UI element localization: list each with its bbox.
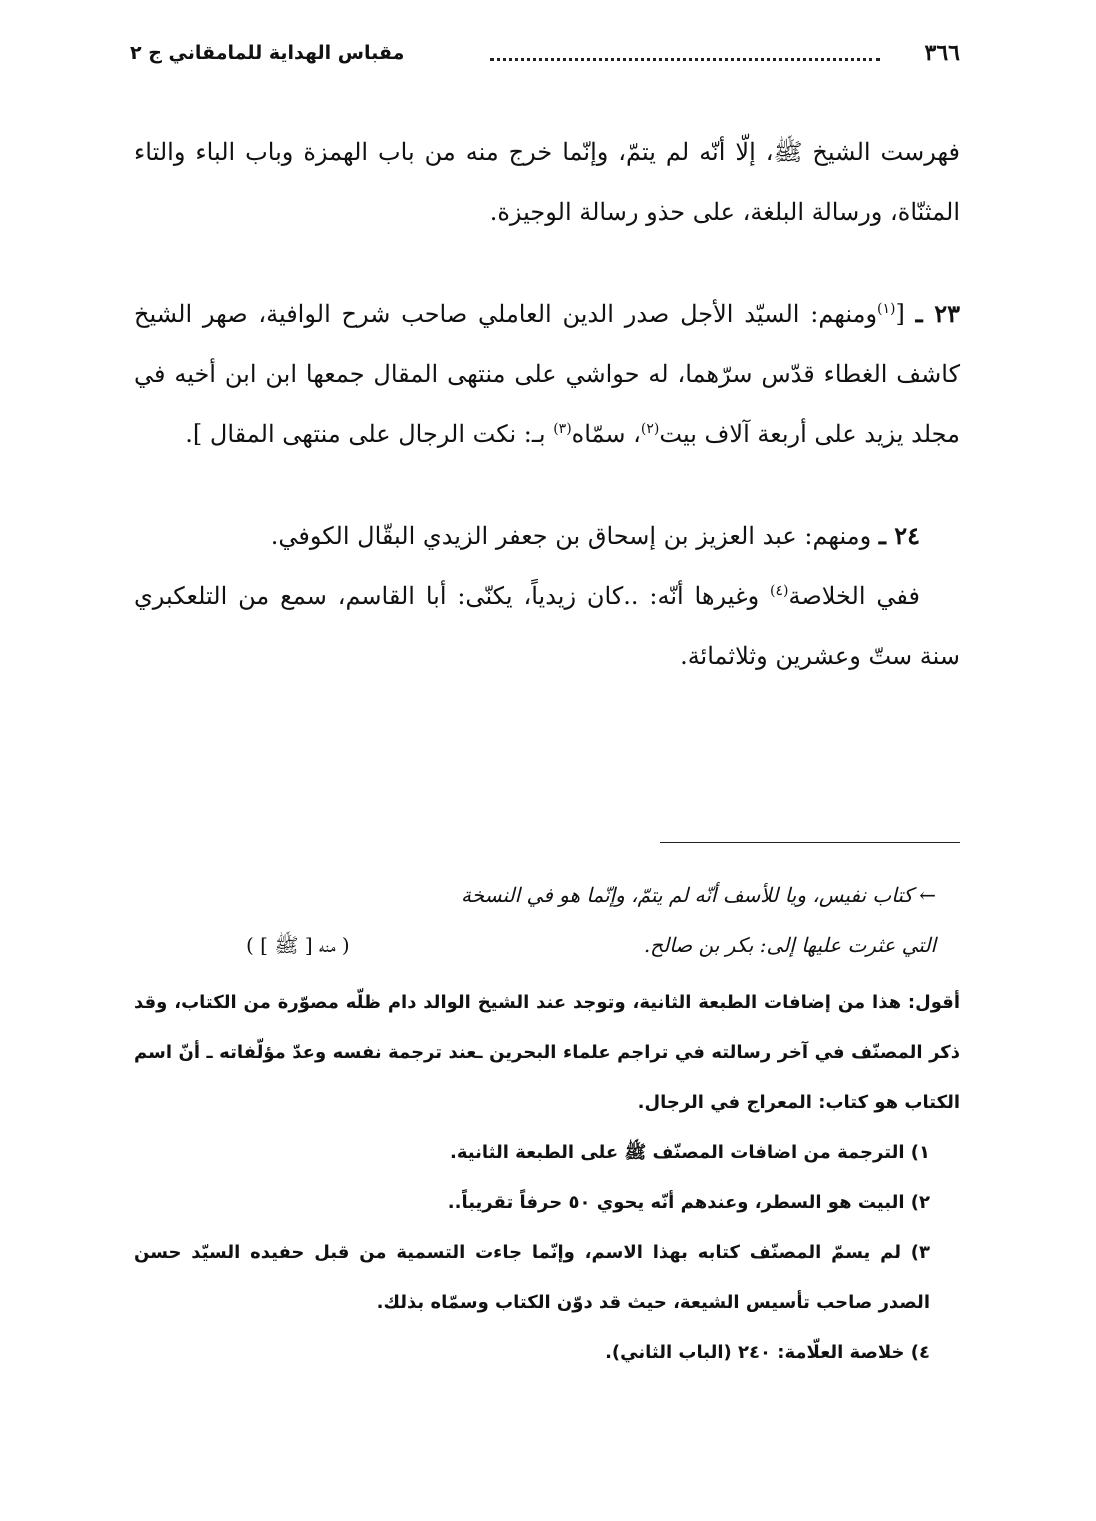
entry-24 bbox=[134, 506, 960, 566]
entry-24-body-2: وغيرها أنّه: ..كان زيدياً، يكنّى: أبا القاسم، سمع من التلعكبري سنة ستّ وعشرين وثلاثمائة. bbox=[134, 582, 960, 670]
continued-footnote-line-1: ← كتاب نفيس، ويا للأسف أنّه لم يتمّ، وإنّما هو في النسخة bbox=[461, 883, 936, 907]
footnotes bbox=[134, 978, 960, 1378]
book-title: مقباس الهداية للمامقاني ج ٢ bbox=[130, 42, 405, 64]
header-dot-leader bbox=[490, 50, 880, 61]
continued-footnote bbox=[246, 870, 936, 970]
footnote-source: ( منه [ ﷺ ] ) bbox=[246, 933, 350, 957]
continued-footnote-line-2: التي عثرت عليها إلى: بكر بن صالح. bbox=[643, 933, 936, 957]
paragraph-1: فهرست الشيخ ﷺ، إلّا أنّه لم يتمّ، وإنّما خرج منه من باب الهمزة وباب الباء والتاء المثنّاة، ورسالة البلغة، على حذو رسالة الوجيزة. bbox=[134, 138, 960, 226]
footnote-ref-1: (١) bbox=[877, 301, 896, 317]
entry-24-text: ومنهم: عبد العزيز بن إسحاق بن جعفر الزيدي البقّال الكوفي. bbox=[270, 522, 872, 550]
entry-23-number: ٢٣ ـ bbox=[915, 299, 960, 328]
entry-23-text-2: ، سمّاه bbox=[571, 420, 641, 448]
footnote-2: ٢) البيت هو السطر، وعندهم أنّه يحوي ٥٠ حرفاً تقريباً.. bbox=[447, 1192, 930, 1213]
footnote-4: ٤) خلاصة العلّامة: ٢٤٠ (الباب الثاني). bbox=[605, 1342, 930, 1363]
entry-24-number: ٢٤ ـ bbox=[878, 521, 920, 550]
entry-23-bracket: [ bbox=[895, 300, 905, 328]
footnote-1: ١) الترجمة من اضافات المصنّف ﷺ على الطبعة الثانية. bbox=[450, 1142, 930, 1163]
running-header bbox=[130, 40, 960, 80]
entry-23 bbox=[134, 284, 960, 464]
footnote-ref-2: (٢) bbox=[640, 421, 660, 437]
page-number: ٣٦٦ bbox=[924, 40, 960, 66]
main-text bbox=[134, 122, 960, 686]
footnote-ref-4: (٤) bbox=[770, 583, 789, 599]
editor-note: أقول: هذا من إضافات الطبعة الثانية، وتوجد عند الشيخ الوالد دام ظلّه مصوّرة من الكتاب، وقد ذكر المصنّف في آخر رسالته في تراجم علماء البحرين ـعند ترجمة نفسه وعدّ مؤلّفاته ـ أنّ اسم الكتاب هو كتاب: المعراج في الرجال. bbox=[134, 992, 960, 1113]
footnote-ref-3: (٣) bbox=[553, 421, 572, 437]
footnote-3: ٣) لم يسمّ المصنّف كتابه بهذا الاسم، وإنّما جاءت التسمية من قبل حفيده السيّد حسن الصدر صاحب تأسيس الشيعة، حيث قد دوّن الكتاب وسمّاه بذلك. bbox=[134, 1242, 930, 1313]
entry-24-body-1: ففي الخلاصة bbox=[788, 582, 920, 610]
entry-23-text-3: بـ: نكت الرجال على منتهى المقال ]. bbox=[185, 420, 554, 448]
entry-23-text: ومنهم: السيّد الأجل صدر الدين العاملي صاحب شرح الوافية، صهر الشيخ كاشف الغطاء قدّس سرّهما، له حواشي على منتهى المقال جمعها ابن ابن أخيه في مجلد يزيد على أربعة آلاف بيت bbox=[134, 300, 961, 448]
footnote-separator bbox=[660, 842, 960, 843]
entry-24-body bbox=[134, 566, 960, 686]
